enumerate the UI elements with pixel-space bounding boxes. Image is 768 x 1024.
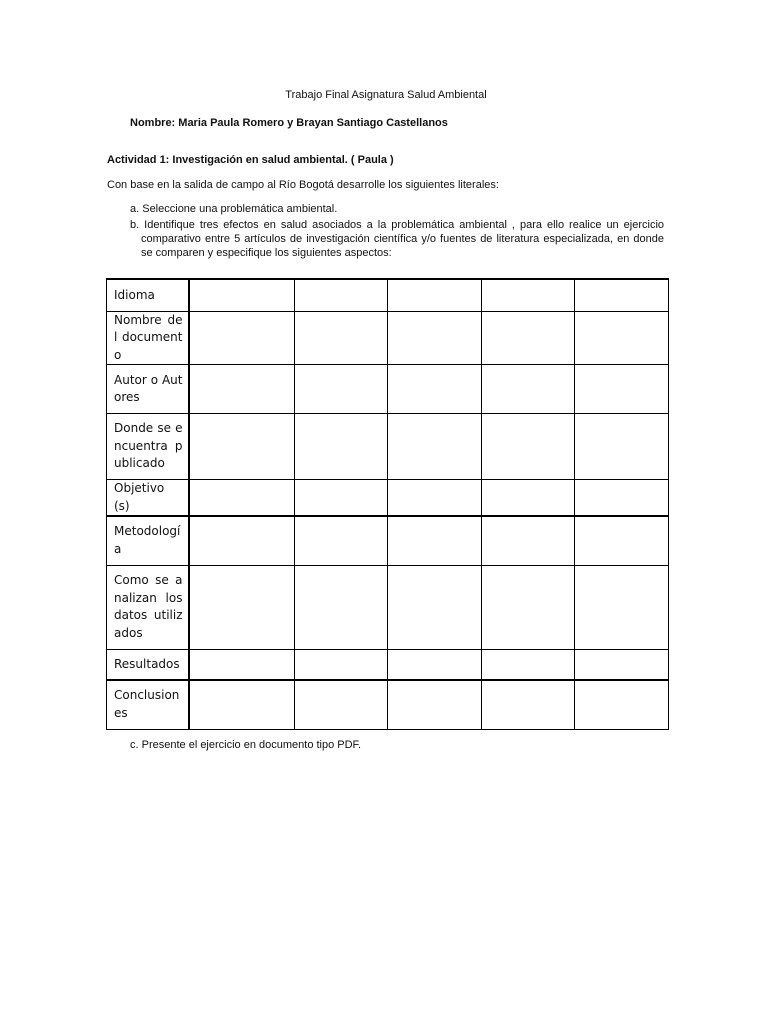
table-row-resultados [107, 649, 669, 680]
table-cell [295, 565, 388, 649]
comparison-table [106, 278, 669, 730]
table-cell [189, 565, 295, 649]
table-row-conclusiones [107, 680, 669, 729]
table-cell [482, 279, 575, 311]
table-cell [482, 414, 575, 480]
table-cell [295, 680, 388, 729]
list-item-a: a. Seleccione una problemática ambiental. [130, 203, 338, 215]
table-cell [575, 516, 669, 565]
table-cell [295, 311, 388, 365]
table-row-autor [107, 365, 669, 414]
table-cell [482, 480, 575, 517]
table-cell [189, 649, 295, 680]
table-cell [189, 365, 295, 414]
table-row-publicado [107, 414, 669, 480]
table-cell [295, 480, 388, 517]
intro-paragraph: Con base en la salida de campo al Río Bogotá desarrolle los siguientes literales: [107, 179, 499, 191]
table-cell [295, 516, 388, 565]
table-cell [189, 680, 295, 729]
table-row-nombre [107, 311, 669, 365]
table-cell [388, 565, 482, 649]
table-cell [388, 680, 482, 729]
table-cell [388, 649, 482, 680]
table-cell [295, 649, 388, 680]
table-cell [295, 365, 388, 414]
table-cell [575, 311, 669, 365]
list-item-b: b. Identifique tres efectos en salud asociados a la problemática ambiental , para ello realice un ejercicio comparativo entre 5 artículos de investigación científica y/o fuentes de literatura especializada, en donde se comparen y especifique los siguientes aspectos: [130, 219, 664, 259]
table-cell [295, 279, 388, 311]
table-row-idioma [107, 279, 669, 311]
table-cell [388, 311, 482, 365]
row-label: Metodología [107, 516, 189, 565]
table-cell [575, 414, 669, 480]
row-label: Autor o Autores [107, 365, 189, 414]
table-cell [482, 516, 575, 565]
list-item-c: c. Presente el ejercicio en documento tipo PDF. [130, 739, 362, 751]
row-label: Nombre del documento [107, 311, 189, 365]
activity-heading: Actividad 1: Investigación en salud ambiental. ( Paula ) [107, 154, 394, 166]
table-row-objetivo [107, 480, 669, 517]
row-label: Conclusiones [107, 680, 189, 729]
student-names: Nombre: Maria Paula Romero y Brayan Santiago Castellanos [130, 117, 448, 129]
table-cell [482, 311, 575, 365]
row-label: Como se analizan los datos utilizados [107, 565, 189, 649]
table-cell [575, 279, 669, 311]
table-cell [575, 365, 669, 414]
table-cell [388, 516, 482, 565]
table-cell [189, 480, 295, 517]
table-cell [189, 311, 295, 365]
table-cell [189, 279, 295, 311]
table-cell [482, 649, 575, 680]
row-label: Donde se encuentra publicado [107, 414, 189, 480]
table-cell [575, 565, 669, 649]
table-cell [388, 414, 482, 480]
table-cell [482, 565, 575, 649]
table-cell [575, 480, 669, 517]
document-title: Trabajo Final Asignatura Salud Ambiental [285, 89, 487, 101]
table-cell [575, 680, 669, 729]
table-cell [388, 279, 482, 311]
table-cell [189, 516, 295, 565]
row-label: Resultados [107, 649, 189, 680]
table-cell [575, 649, 669, 680]
table-row-analisis [107, 565, 669, 649]
table-row-metodologia [107, 516, 669, 565]
table-cell [388, 480, 482, 517]
table-cell [189, 414, 295, 480]
table-cell [482, 365, 575, 414]
table-cell [295, 414, 388, 480]
row-label: Objetivo (s) [107, 480, 189, 517]
row-label: Idioma [107, 279, 189, 311]
table-cell [482, 680, 575, 729]
table-cell [388, 365, 482, 414]
